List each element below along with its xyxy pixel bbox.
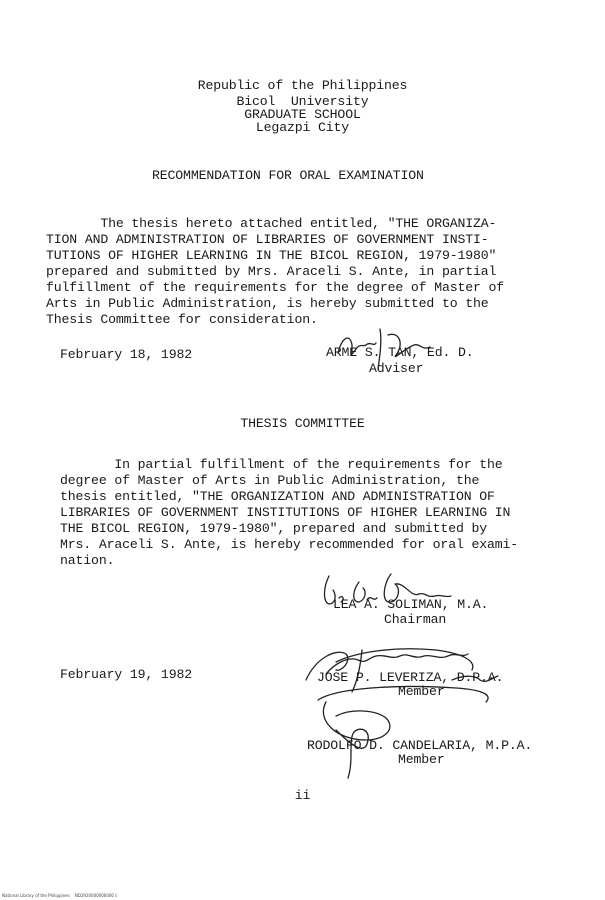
header-republic: Republic of the Philippines: [197, 78, 408, 93]
member1-name: JOSE P. LEVERIZA, D.P.A.: [317, 670, 504, 685]
document-title: RECOMMENDATION FOR ORAL EXAMINATION: [152, 168, 424, 183]
member2-name: RODOLFO D. CANDELARIA, M.P.A.: [307, 738, 533, 753]
adviser-name: ARME S. TAN, Ed. D.: [326, 345, 474, 360]
paragraph-line: Arts in Public Administration, is hereby submitted to the: [46, 296, 489, 311]
paragraph-line: TION AND ADMINISTRATION OF LIBRARIES OF GOVERNMENT INSTI-: [46, 232, 489, 247]
date-committee: February 19, 1982: [60, 667, 192, 682]
date-adviser: February 18, 1982: [60, 347, 192, 362]
paragraph-line: nation.: [60, 553, 115, 568]
member1-role: Member: [398, 684, 445, 699]
paragraph-line: thesis entitled, "THE ORGANIZATION AND ADMINISTRATION OF: [60, 489, 495, 504]
chairman-role: Chairman: [384, 612, 447, 627]
paragraph-line: TUTIONS OF HIGHER LEARNING IN THE BICOL REGION, 1979-1980": [46, 248, 497, 263]
adviser-role: Adviser: [369, 361, 424, 376]
member2-role: Member: [398, 752, 445, 767]
paragraph-line: Thesis Committee for consideration.: [46, 312, 318, 327]
paragraph-line: In partial fulfillment of the requirements for the: [60, 457, 503, 472]
paragraph-line: The thesis hereto attached entitled, "THE ORGANIZA-: [46, 216, 497, 231]
paragraph-line: THE BICOL REGION, 1979-1980", prepared and submitted by: [60, 521, 488, 536]
paragraph-line: degree of Master of Arts in Public Administration, the: [60, 473, 480, 488]
chairman-name: LEA A. SOLIMAN, M.A.: [333, 597, 489, 612]
paragraph-line: LIBRARIES OF GOVERNMENT INSTITUTIONS OF HIGHER LEARNING IN: [60, 505, 511, 520]
header-city: Legazpi City: [255, 120, 350, 135]
footer-text: National Library of the Philippines ND2920000000000 ii: [2, 893, 118, 898]
header-university: Bicol University: [236, 94, 369, 109]
page-number: ii: [294, 788, 311, 803]
header-graduate-school: GRADUATE SCHOOL: [244, 107, 361, 122]
paragraph-line: Mrs. Araceli S. Ante, is hereby recommended for oral exami-: [60, 537, 519, 552]
committee-title: THESIS COMMITTEE: [240, 416, 365, 431]
paragraph-line: prepared and submitted by Mrs. Araceli S. Ante, in partial: [46, 264, 497, 279]
paragraph-line: fulfillment of the requirements for the degree of Master of: [46, 280, 505, 295]
